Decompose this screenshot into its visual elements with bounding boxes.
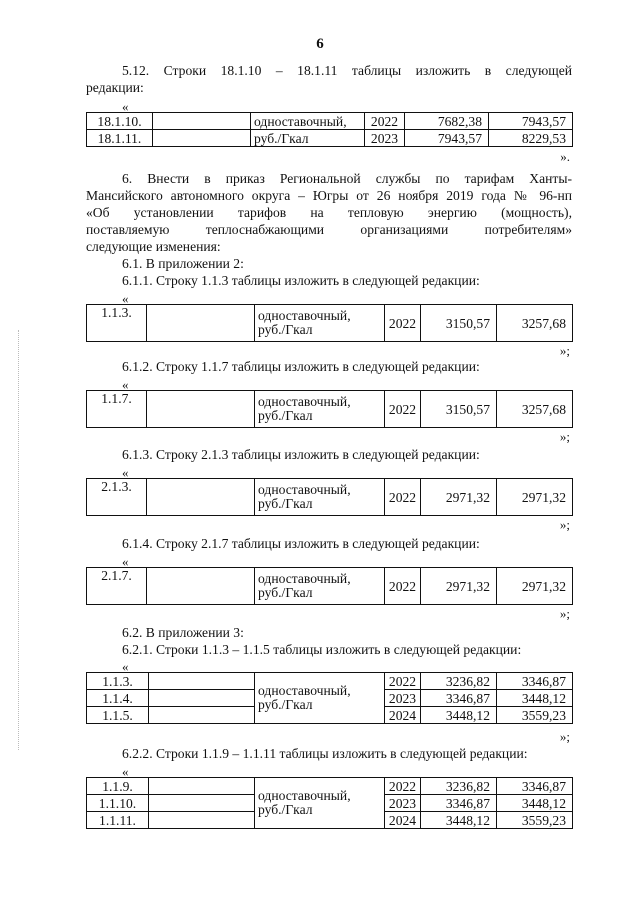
year-cell: 2023: [385, 690, 421, 707]
table-5-12: [86, 112, 573, 147]
value-1: 7943,57: [405, 130, 489, 147]
margin-scan-artifact: [18, 330, 21, 750]
table-6-1-2: [86, 390, 573, 428]
blank-cell: [149, 673, 255, 690]
table-row: [87, 479, 573, 516]
year-cell: 2023: [365, 130, 405, 147]
value-2: 3257,68: [497, 391, 573, 428]
value-2: 3559,23: [497, 707, 573, 724]
item-6-line4: поставляемую теплоснабжающими организациями потребителям»: [86, 222, 572, 237]
table-row: [87, 305, 573, 342]
table-row: [87, 391, 573, 428]
tariff-desc: одноставочный, руб./Гкал: [255, 479, 385, 516]
tariff-desc: одноставочный, руб./Гкал: [255, 305, 385, 342]
table-row: [87, 673, 573, 690]
row-number: 1.1.11.: [87, 812, 149, 829]
page-number: 6: [316, 36, 324, 52]
value-2: 3448,12: [497, 690, 573, 707]
row-number: 2.1.7.: [87, 568, 147, 605]
item-6-1-3-text: 6.1.3. Строку 2.1.3 таблицы изложить в следующей редакции:: [122, 447, 480, 462]
blank-cell: [149, 812, 255, 829]
year-cell: 2022: [385, 778, 421, 795]
item-6-line5: следующие изменения:: [86, 239, 221, 254]
table-6-2-1: [86, 672, 573, 724]
tariff-desc: одноставочный,: [251, 113, 365, 130]
item-6-2-2-text: 6.2.2. Строки 1.1.9 – 1.1.11 таблицы изложить в следующей редакции:: [122, 746, 528, 761]
value-1: 3150,57: [421, 305, 497, 342]
value-2: 7943,57: [489, 113, 573, 130]
row-number: 1.1.5.: [87, 707, 149, 724]
table-6-2-2: [86, 777, 573, 829]
year-cell: 2022: [385, 391, 421, 428]
table-row: [87, 568, 573, 605]
value-2: 3346,87: [497, 673, 573, 690]
close-quote: »;: [559, 606, 570, 621]
year-cell: 2022: [385, 568, 421, 605]
close-quote: »;: [559, 429, 570, 444]
close-quote: »;: [559, 517, 570, 532]
table-6-1-4: [86, 567, 573, 605]
row-number: 2.1.3.: [87, 479, 147, 516]
open-quote: «: [122, 659, 129, 674]
table-6-1-3: [86, 478, 573, 516]
tariff-desc: одноставочный, руб./Гкал: [255, 673, 385, 724]
row-number: 1.1.9.: [87, 778, 149, 795]
item-6-line1: 6. Внести в приказ Региональной службы по тарифам Ханты-: [122, 171, 572, 186]
row-number: 1.1.10.: [87, 795, 149, 812]
value-2: 3448,12: [497, 795, 573, 812]
year-cell: 2022: [385, 673, 421, 690]
tariff-desc: одноставочный, руб./Гкал: [255, 568, 385, 605]
open-quote: «: [122, 99, 129, 114]
blank-cell: [149, 690, 255, 707]
item-6-1-2-text: 6.1.2. Строку 1.1.7 таблицы изложить в следующей редакции:: [122, 359, 480, 374]
open-quote: «: [122, 291, 129, 306]
item-5-12-line2: редакции:: [86, 80, 144, 95]
close-quote: »;: [559, 343, 570, 358]
open-quote: «: [122, 554, 129, 569]
blank-cell: [153, 130, 251, 147]
blank-cell: [149, 707, 255, 724]
blank-cell: [149, 778, 255, 795]
tariff-desc: руб./Гкал: [251, 130, 365, 147]
year-cell: 2022: [385, 479, 421, 516]
value-1: 7682,38: [405, 113, 489, 130]
value-1: 3236,82: [421, 778, 497, 795]
value-1: 2971,32: [421, 568, 497, 605]
item-6-2: 6.2. В приложении 3:: [122, 625, 244, 640]
value-2: 3346,87: [497, 778, 573, 795]
value-1: 3448,12: [421, 812, 497, 829]
blank-cell: [147, 479, 255, 516]
item-6-2-1-text: 6.2.1. Строки 1.1.3 – 1.1.5 таблицы изложить в следующей редакции:: [122, 642, 522, 657]
value-2: 2971,32: [497, 479, 573, 516]
row-number: 18.1.11.: [87, 130, 153, 147]
close-quote: »;: [559, 729, 570, 744]
value-2: 2971,32: [497, 568, 573, 605]
year-cell: 2024: [385, 812, 421, 829]
row-number: 1.1.4.: [87, 690, 149, 707]
tariff-desc: одноставочный, руб./Гкал: [255, 778, 385, 829]
value-1: 3346,87: [421, 795, 497, 812]
blank-cell: [147, 568, 255, 605]
open-quote: «: [122, 377, 129, 392]
close-quote: ».: [560, 149, 570, 164]
blank-cell: [149, 795, 255, 812]
item-6-1-1-text: 6.1.1. Строку 1.1.3 таблицы изложить в следующей редакции:: [122, 273, 480, 288]
table-6-1-1: [86, 304, 573, 342]
year-cell: 2022: [365, 113, 405, 130]
value-1: 3346,87: [421, 690, 497, 707]
blank-cell: [147, 305, 255, 342]
item-6-1-4-text: 6.1.4. Строку 2.1.7 таблицы изложить в следующей редакции:: [122, 536, 480, 551]
value-2: 3257,68: [497, 305, 573, 342]
value-1: 3448,12: [421, 707, 497, 724]
item-6-1: 6.1. В приложении 2:: [122, 256, 244, 271]
row-number: 1.1.3.: [87, 673, 149, 690]
item-5-12-line1: 5.12. Строки 18.1.10 – 18.1.11 таблицы изложить в следующей: [122, 63, 572, 78]
value-1: 2971,32: [421, 479, 497, 516]
tariff-desc: одноставочный, руб./Гкал: [255, 391, 385, 428]
value-1: 3236,82: [421, 673, 497, 690]
open-quote: «: [122, 465, 129, 480]
value-2: 8229,53: [489, 130, 573, 147]
table-row: [87, 130, 573, 147]
blank-cell: [147, 391, 255, 428]
table-row: [87, 778, 573, 795]
table-row: [87, 113, 573, 130]
open-quote: «: [122, 764, 129, 779]
year-cell: 2023: [385, 795, 421, 812]
item-6-line3: «Об установлении тарифов на тепловую энергию (мощность),: [86, 205, 572, 220]
year-cell: 2022: [385, 305, 421, 342]
row-number: 18.1.10.: [87, 113, 153, 130]
blank-cell: [153, 113, 251, 130]
value-2: 3559,23: [497, 812, 573, 829]
value-1: 3150,57: [421, 391, 497, 428]
item-6-line2: Мансийского автономного округа – Югры от 26 ноября 2019 года № 96-нп: [86, 188, 572, 203]
row-number: 1.1.3.: [87, 305, 147, 342]
row-number: 1.1.7.: [87, 391, 147, 428]
year-cell: 2024: [385, 707, 421, 724]
